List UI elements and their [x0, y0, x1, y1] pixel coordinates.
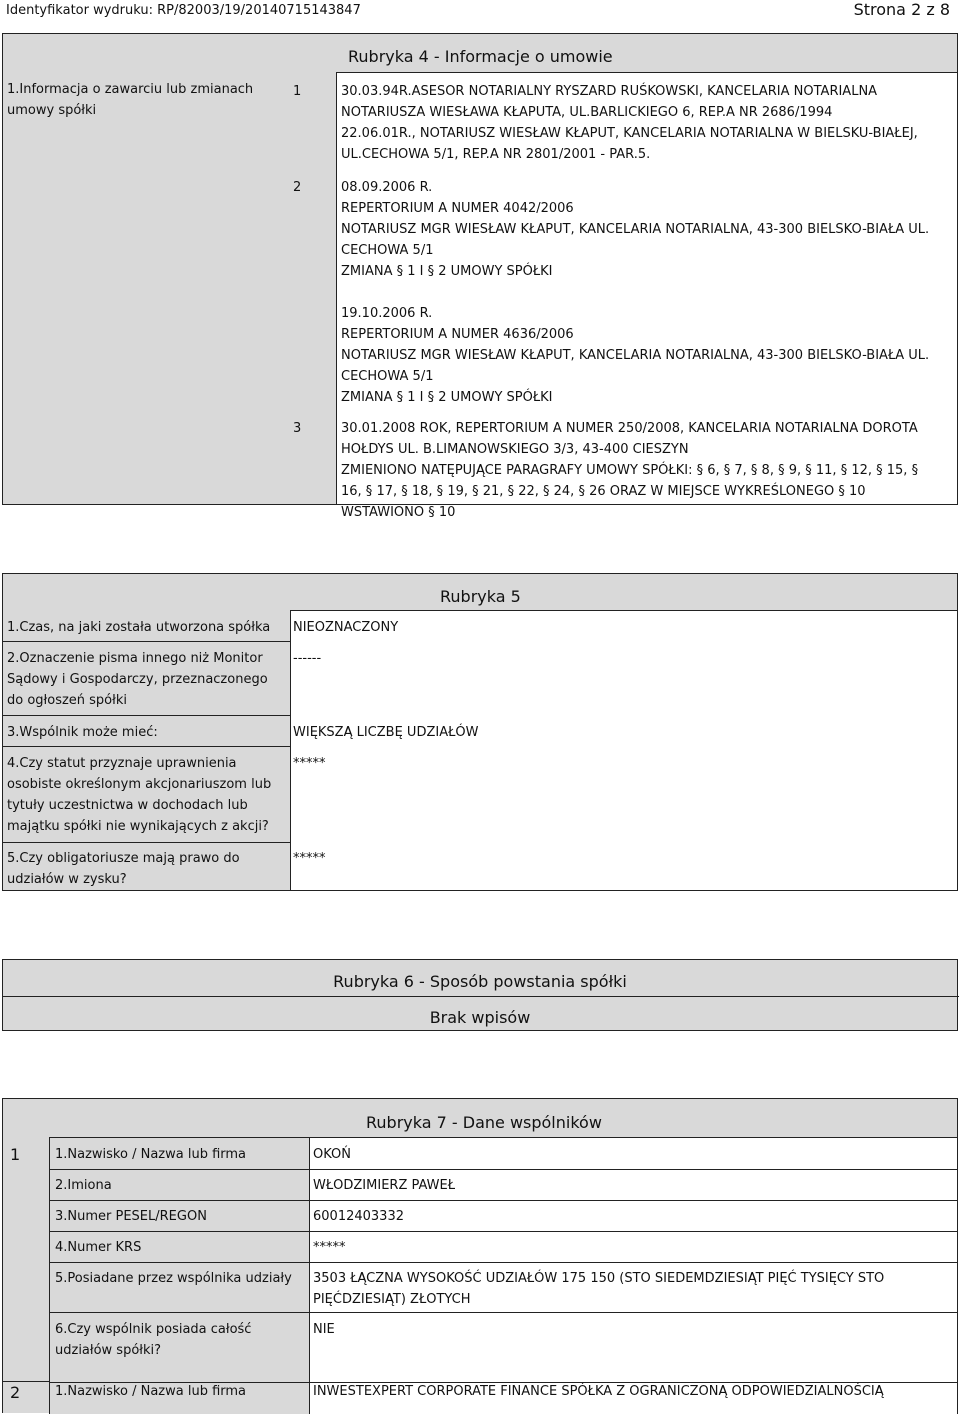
row-divider [3, 996, 959, 997]
partner-number: 2 [10, 1383, 21, 1402]
rubryka-7-title: Rubryka 7 - Dane wspólników [366, 1113, 602, 1132]
row-divider [50, 1231, 957, 1232]
row-divider [50, 1169, 957, 1170]
field-label: 1.Nazwisko / Nazwa lub firma [55, 1147, 247, 1162]
rubryka-4-section [2, 33, 958, 520]
rubryka-6-title: Rubryka 6 - Sposób powstania spółki [333, 972, 627, 991]
entry-text: 08.09.2006 R. REPERTORIUM A NUMER 4042/2006 NOTARIUSZ MGR WIESŁAW KŁAPUT, KANCELARIA NOTARIALNA, 43-300 BIELSKO-BIAŁA UL. CECHOWA 5/1 ZMIANA § 1 I § 2 UMOWY SPÓŁKI 19.10.2006 R. REPERTORIUM A NUMER 4636/2006 NOTARIUSZ MGR WIESŁAW KŁAPUT, KANCELARIA NOTARIALNA, 43-300 BIELSKO-BIAŁA UL. CECHOWA 5/1 ZMIANA § 1 I § 2 UMOWY SPÓŁKI [341, 180, 930, 405]
field-label: 5.Czy obligatoriusze mają prawo do udziałów w zysku? [7, 851, 244, 887]
field-label: 2.Oznaczenie pisma innego niż Monitor Sądowy i Gospodarczy, przeznaczonego do ogłoszeń spółki [7, 651, 272, 708]
field-value: WIĘKSZĄ LICZBĘ UDZIAŁÓW [293, 725, 479, 740]
entry-number: 2 [293, 180, 302, 195]
rubryka-4-title: Rubryka 4 - Informacje o umowie [348, 47, 613, 66]
field-label: 5.Posiadane przez wspólnika udziały [55, 1271, 292, 1286]
field-label: 3.Numer PESEL/REGON [55, 1209, 207, 1224]
field-value: NIE [313, 1322, 335, 1337]
partner-number: 1 [10, 1145, 21, 1164]
field-label: 4.Numer KRS [55, 1240, 142, 1255]
field-label: 4.Czy statut przyznaje uprawnienia osobiste określonym akcjonariuszom lub tytuły uczestnictwa w dochodach lub majątku spółki nie wynikających z akcji? [7, 756, 276, 834]
row-divider [50, 1312, 957, 1313]
field-value: ***** [313, 1240, 346, 1255]
field-value: ***** [293, 756, 326, 771]
rubryka-5-value-cell [290, 610, 958, 891]
field-label: 6.Czy wspólnik posiada całość udziałów spółki? [55, 1322, 256, 1358]
print-identifier: Identyfikator wydruku: RP/82003/19/20140715143847 [6, 3, 361, 18]
field-value: 60012403332 [313, 1209, 404, 1224]
entry-number: 3 [293, 421, 302, 436]
field-label: 2.Imiona [55, 1178, 112, 1193]
entry-text: 30.01.2008 ROK, REPERTORIUM A NUMER 250/2008, KANCELARIA NOTARIALNA DOROTA HOŁDYS UL. B.LIMANOWSKIEGO 3/3, 43-400 CIESZYN ZMIENIONO NATĘPUJĄCE PARAGRAFY UMOWY SPÓŁKI: § 6, § 7, § 8, § 9, § 11, § 12, § 15, § 16, § 17, § 18, § 19, § 21, § 22, § 24, § 26 ORAZ W MIEJSCE WYKREŚLONEGO § 10 WSTAWIONO § 10 [341, 421, 919, 520]
row-divider [3, 641, 290, 642]
field-value: OKOŃ [313, 1147, 352, 1162]
row-divider [3, 746, 290, 747]
field-value: INWESTEXPERT CORPORATE FINANCE SPÓŁKA Z OGRANICZONĄ ODPOWIEDZIALNOŚCIĄ [313, 1384, 884, 1399]
field-value: NIEOZNACZONY [293, 620, 399, 635]
rubryka-5-title: Rubryka 5 [440, 587, 521, 606]
row-divider [50, 1200, 957, 1201]
row-divider [3, 842, 290, 843]
field-value: WŁODZIMIERZ PAWEŁ [313, 1178, 456, 1193]
rubryka-5-section [2, 573, 958, 891]
page-number: Strona 2 z 8 [853, 0, 950, 19]
field-value: ------ [293, 651, 322, 666]
rubryka-7-section [2, 1098, 958, 1413]
row-divider [3, 715, 290, 716]
field-value: 3503 ŁĄCZNA WYSOKOŚĆ UDZIAŁÓW 175 150 (STO SIEDEMDZIESIĄT PIĘĆ TYSIĘCY STO PIĘĆDZIESIĄT) ZŁOTYCH [313, 1271, 889, 1307]
row-divider [50, 1262, 957, 1263]
field-value: ***** [293, 851, 326, 866]
field-label: 1.Czas, na jaki została utworzona spółka [7, 620, 271, 635]
rubryka-4-label: 1.Informacja o zawarciu lub zmianach umowy spółki [7, 82, 258, 118]
entry-text: 30.03.94R.ASESOR NOTARIALNY RYSZARD RUŚKOWSKI, KANCELARIA NOTARIALNA NOTARIUSZA WIESŁAWA KŁAPUTA, UL.BARLICKIEGO 6, REP.A NR 2686/1994 22.06.01R., NOTARIUSZ WIESŁAW KŁAPUT, KANCELARIA NOTARIALNA W BIELSKU-BIAŁEJ, UL.CECHOWA 5/1, REP.A NR 2801/2001 - PAR.5. [341, 84, 918, 162]
field-label: 3.Wspólnik może mieć: [7, 725, 158, 740]
column-divider [309, 1138, 310, 1414]
entry-number: 1 [293, 84, 302, 99]
rubryka-6-value: Brak wpisów [429, 1008, 531, 1027]
field-label: 1.Nazwisko / Nazwa lub firma [55, 1384, 247, 1399]
rubryka-6-section [2, 959, 958, 1031]
